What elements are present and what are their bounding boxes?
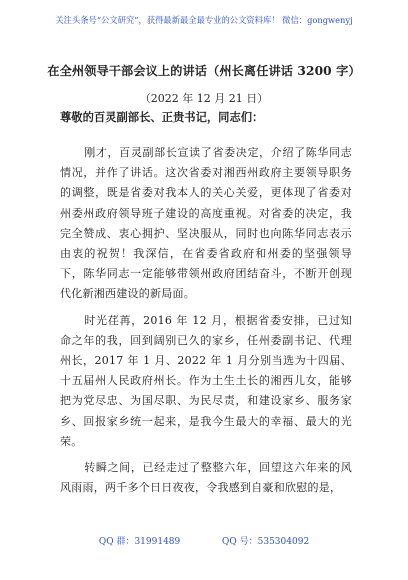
paragraph: 刚才，百灵副部长宣读了省委决定，介绍了陈华同志情况，并作了讲话。这次省委对湘西州政府主要领导职务的调整，既是省委对我本人的关心关爱，更体现了省委对州委州政府领导班子建设的高度重视。对省委的决定，我完全赞成、衷心拥护、坚决服从，同时也向陈华同志表示由衷的祝贺！我深信，在省委省政府和州委的坚强领导下，陈华同志一定能够带领州政府团结奋斗，不断开创现代化新湘西建设的新局面。 (60, 146, 352, 301)
paragraph: 转瞬之间，已经走过了整整六年，回望这六年来的风风雨雨，两千多个日日夜夜，令我感到自豪和欣慰的是， (60, 461, 352, 495)
footer-qq-number: QQ 号：535304092 (222, 537, 310, 547)
footer-qq-group: QQ 群：31991489 (98, 537, 181, 547)
document-date: （2022 年 12 月 21 日） (139, 92, 269, 105)
header-banner: 关注头条号“公文研究”，获得最新最全最专业的公文资料库！ 微信：gongwenyj (55, 15, 353, 25)
document-title: 在全州领导干部会议上的讲话（州长离任讲话 3200 字） (47, 64, 361, 78)
salutation: 尊敬的百灵副部长、正贵书记，同志们： (60, 110, 264, 124)
document-body (60, 143, 352, 504)
paragraph: 时光荏苒，2016 年 12 月，根据省委安排，已过知命之年的我，回到阔别已久的家乡，任州委副书记、代理州长，2017 年 1 月、2022 年 1 月分别当选为十四届、十五届州人民政府州长。作为土生土长的湘西儿女，能够把为党尽忠、为国尽职、为民尽责，和建设家乡、服务家乡、回报家乡统一起来，是我今生最大的幸福、最大的光荣。 (60, 313, 352, 448)
footer (0, 534, 408, 547)
